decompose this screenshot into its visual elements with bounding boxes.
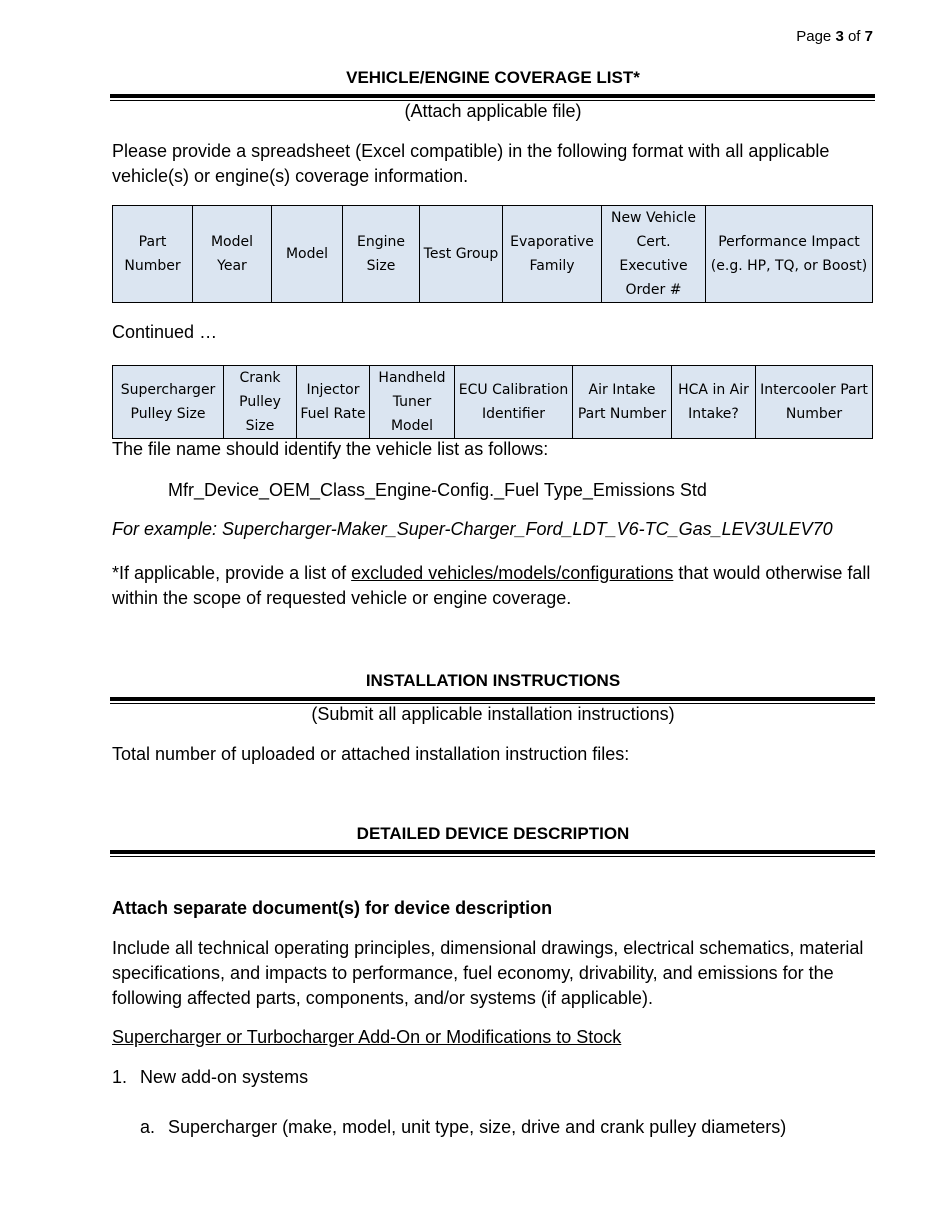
section-rule <box>110 94 875 101</box>
excluded-note-text-end: that would otherwise fall within the scope of requested vehicle or engine coverage. <box>112 563 871 608</box>
installation-title: INSTALLATION INSTRUCTIONS <box>365 671 621 690</box>
table-header-cell: Part Number <box>113 206 193 303</box>
filename-intro: The file name should identify the vehicle list as follows: <box>112 439 549 459</box>
coverage-subtitle: (Attach applicable file) <box>404 101 582 121</box>
coverage-title: VEHICLE/ENGINE COVERAGE LIST* <box>346 68 640 87</box>
continued-label: Continued … <box>112 322 218 342</box>
table-header-cell: Engine Size <box>343 206 420 303</box>
supercharger-section-link[interactable]: Supercharger or Turbocharger Add-On or Modifications to Stock <box>112 1027 622 1047</box>
list-letter: a. <box>140 1117 156 1137</box>
table-header-cell: Test Group <box>420 206 503 303</box>
installation-count-label: Total number of uploaded or attached installation instruction files: <box>112 744 630 764</box>
table-header-cell: Crank Pulley Size <box>224 366 297 439</box>
table-header-cell: Model <box>272 206 343 303</box>
table-header-cell: Intercooler Part Number <box>756 366 873 439</box>
list-item <box>112 1065 874 1090</box>
filename-example: For example: Supercharger-Maker_Super-Charger_Ford_LDT_V6-TC_Gas_LEV3ULEV70 <box>112 519 833 539</box>
section-rule <box>110 850 875 857</box>
coverage-intro: Please provide a spreadsheet (Excel compatible) in the following format with all applicable vehicle(s) or engine(s) coverage information. <box>112 141 830 186</box>
installation-subtitle: (Submit all applicable installation instructions) <box>311 704 675 724</box>
table-header-cell: Handheld Tuner Model <box>370 366 455 439</box>
table-header-cell: Model Year <box>193 206 272 303</box>
table-row <box>113 366 873 439</box>
list-item <box>140 1115 880 1140</box>
section-rule <box>110 697 875 704</box>
page-number: Page 3 of 7 <box>796 28 873 45</box>
coverage-table-2 <box>112 365 873 439</box>
excluded-note-text: *If applicable, provide a list of <box>112 563 352 583</box>
excluded-note <box>112 561 874 611</box>
excluded-vehicles-link[interactable]: excluded vehicles/models/configurations <box>351 563 674 583</box>
table-header-cell: New Vehicle Cert. Executive Order # <box>602 206 706 303</box>
table-header-cell: Evaporative Family <box>503 206 602 303</box>
table-header-cell: Injector Fuel Rate <box>297 366 370 439</box>
table-header-cell: Air Intake Part Number <box>573 366 672 439</box>
description-body: Include all technical operating principles, dimensional drawings, electrical schematics, material specifications, and impacts to performance, fuel economy, drivability, and emissions for the following affected parts, components, and/or systems (if applicable). <box>112 938 864 1008</box>
description-title: DETAILED DEVICE DESCRIPTION <box>356 824 630 843</box>
list-item-text: New add-on systems <box>140 1067 309 1087</box>
coverage-table-1 <box>112 205 873 303</box>
table-header-cell: Supercharger Pulley Size <box>113 366 224 439</box>
table-row <box>113 206 873 303</box>
table-header-cell: Performance Impact (e.g. HP, TQ, or Boost) <box>706 206 873 303</box>
list-number: 1. <box>112 1067 128 1087</box>
filename-format: Mfr_Device_OEM_Class_Engine-Config._Fuel Type_Emissions Std <box>168 480 707 500</box>
attach-heading: Attach separate document(s) for device description <box>112 898 553 918</box>
list-item-text: Supercharger (make, model, unit type, size, drive and crank pulley diameters) <box>168 1117 787 1137</box>
table-header-cell: ECU Calibration Identifier <box>455 366 573 439</box>
table-header-cell: HCA in Air Intake? <box>672 366 756 439</box>
